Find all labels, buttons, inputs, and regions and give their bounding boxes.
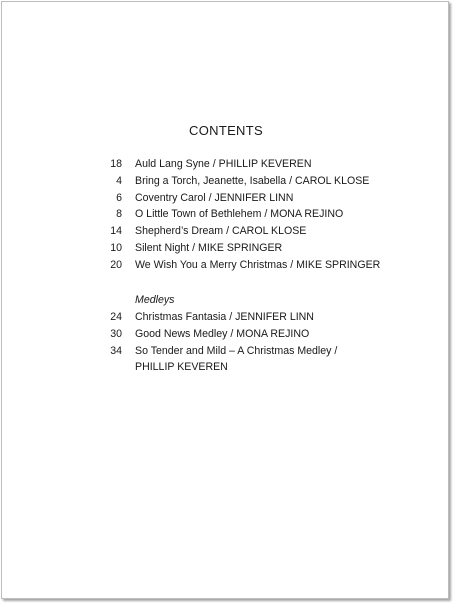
page-number: 14 (110, 225, 122, 238)
page-number: 18 (110, 158, 122, 170)
entry-title-continued: PHILLIP KEVEREN (135, 361, 228, 374)
medleys-heading: Medleys (135, 294, 175, 306)
contents-list (2, 156, 450, 274)
medley-entry (2, 309, 450, 326)
page (1, 1, 449, 599)
entry-title: O Little Town of Bethlehem / MONA REJINO (135, 208, 344, 221)
contents-entry (2, 223, 450, 240)
entry-title: Coventry Carol / JENNIFER LINN (135, 191, 294, 204)
contents-entry (2, 240, 450, 257)
page-number: 20 (110, 258, 122, 271)
page-number: 8 (116, 208, 122, 221)
medley-entry (2, 326, 450, 343)
page-number: 6 (116, 191, 122, 204)
entry-title: Good News Medley / MONA REJINO (135, 327, 310, 340)
entry-title: We Wish You a Merry Christmas / MIKE SPRINGER (135, 258, 381, 271)
page-title: CONTENTS (189, 123, 263, 138)
entry-title: Christmas Fantasia / JENNIFER LINN (135, 311, 314, 323)
contents-entry (2, 156, 450, 173)
entry-title: Auld Lang Syne / PHILLIP KEVEREN (135, 158, 312, 170)
contents-entry (2, 190, 450, 207)
page-number: 24 (110, 311, 122, 323)
entry-title: So Tender and Mild – A Christmas Medley / (135, 344, 338, 357)
page-number: 34 (110, 344, 122, 357)
medley-entry (2, 343, 450, 377)
entry-title: Silent Night / MIKE SPRINGER (135, 241, 283, 254)
entry-title: Shepherd’s Dream / CAROL KLOSE (135, 225, 307, 238)
medleys-list (2, 309, 450, 376)
contents-entry (2, 206, 450, 223)
entry-title: Bring a Torch, Jeanette, Isabella / CAROL KLOSE (135, 174, 370, 187)
page-number: 4 (116, 174, 122, 187)
contents-entry (2, 173, 450, 190)
page-number: 30 (110, 327, 122, 340)
contents-entry (2, 257, 450, 274)
page-number: 10 (110, 241, 122, 254)
